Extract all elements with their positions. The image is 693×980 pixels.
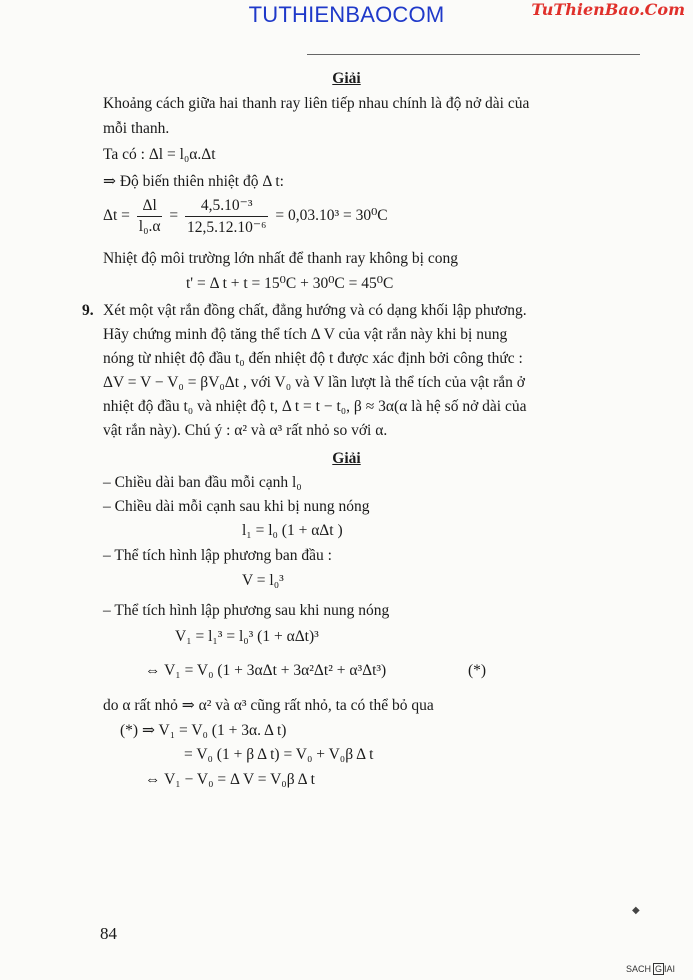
problem-line: Xét một vật rắn đồng chất, đẳng hướng và có dạng khối lập phương.	[103, 302, 527, 319]
fraction-equation	[103, 196, 388, 237]
solution-heading: Giải	[332, 70, 361, 87]
publisher-mark-text: SACH	[626, 964, 652, 974]
paragraph-line: do α rất nhỏ ⇒ α² và α³ cũng rất nhỏ, ta có thể bỏ qua	[103, 697, 434, 714]
fraction	[185, 196, 268, 237]
fraction-numerator: 4,5.10⁻³	[185, 196, 268, 217]
problem-line: vật rắn này). Chú ý : α² và α³ rất nhỏ so với α.	[103, 422, 388, 439]
equation-line: ⇔ V₁ = V₀ (1 + 3αΔt + 3α²Δt² + α³Δt³)	[145, 662, 387, 679]
fraction	[137, 197, 163, 236]
equation-line: V = l₀³	[242, 572, 284, 589]
equation-line: Ta có : Δl = l₀α.Δt	[103, 146, 216, 163]
ink-mark-icon: ◆	[632, 905, 640, 916]
problem-line: Hãy chứng minh độ tăng thể tích Δ V của vật rắn này khi bị nung	[103, 326, 508, 343]
bullet-line: – Thể tích hình lập phương ban đầu :	[103, 547, 332, 564]
equation-line: = V₀ (1 + β Δ t) = V₀ + V₀β Δ t	[184, 746, 374, 763]
publisher-mark	[626, 964, 675, 974]
equation-line: ⇔ V₁ − V₀ = Δ V = V₀β Δ t	[145, 771, 315, 788]
page-number: 84	[100, 924, 117, 943]
site-title: TUTHIENBAOCOM	[248, 2, 445, 27]
problem-line: ΔV = V − V₀ = βV₀Δt , với V₀ và V lần lượt là thể tích của vật rắn ở	[103, 374, 525, 391]
paragraph-line: ⇒ Độ biến thiên nhiệt độ Δ t:	[103, 173, 284, 190]
paragraph-line: Khoảng cách giữa hai thanh ray liên tiếp nhau chính là độ nở dài của	[103, 95, 530, 112]
paragraph-line: mỗi thanh.	[103, 120, 170, 137]
paragraph-line: Nhiệt độ môi trường lớn nhất để thanh ray không bị cong	[103, 250, 458, 267]
fraction-denominator: 12,5.12.10⁻⁶	[186, 219, 267, 236]
fraction-denominator: l₀.α	[138, 218, 161, 235]
equation-line: V₁ = l₁³ = l₀³ (1 + αΔt)³	[175, 628, 319, 645]
publisher-mark-tail: IAI	[664, 964, 676, 974]
bullet-line: – Chiều dài mỗi cạnh sau khi bị nung nóng	[103, 498, 370, 515]
equation-line: l₁ = l₀ (1 + αΔt )	[242, 522, 343, 539]
header-rule	[307, 54, 640, 55]
bullet-line: – Thể tích hình lập phương sau khi nung nóng	[103, 602, 390, 619]
problem-number: 9.	[82, 302, 94, 319]
equation-line: (*) ⇒ V₁ = V₀ (1 + 3α. Δ t)	[120, 722, 287, 739]
site-logo: TuThienBao.Com	[531, 0, 685, 19]
problem-line: nóng từ nhiệt độ đầu t₀ đến nhiệt độ t được xác định bởi công thức :	[103, 350, 523, 367]
solution-heading: Giải	[332, 450, 361, 467]
eq-lhs: Δt =	[103, 207, 130, 225]
publisher-mark-box: G	[655, 964, 663, 974]
bullet-line: – Chiều dài ban đầu mỗi cạnh l₀	[103, 474, 302, 491]
eq-mid: =	[169, 207, 179, 225]
fraction-numerator: Δl	[137, 197, 163, 217]
equation-tag: (*)	[468, 662, 487, 679]
problem-line: nhiệt độ đầu t₀ và nhiệt độ t, Δ t = t − t₀, β ≈ 3α(α là hệ số nở dài của	[103, 398, 527, 415]
eq-rhs: = 0,03.10³ = 30⁰C	[275, 207, 388, 225]
equation-line: t' = Δ t + t = 15⁰C + 30⁰C = 45⁰C	[186, 275, 394, 292]
